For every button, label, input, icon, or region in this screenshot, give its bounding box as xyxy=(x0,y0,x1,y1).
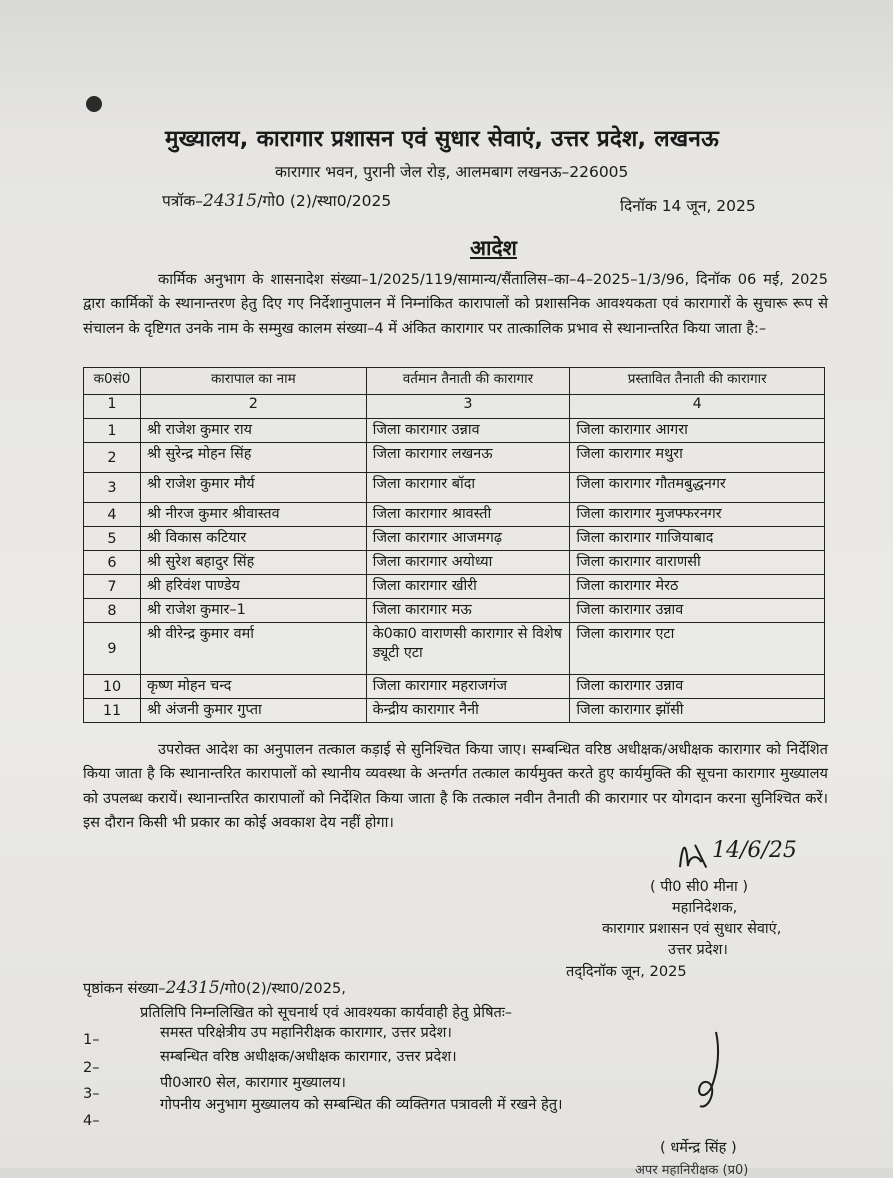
transfer-table xyxy=(83,367,825,723)
row-sn: 10 xyxy=(84,675,141,699)
row-current: जिला कारागार लखनऊ xyxy=(366,443,570,473)
table-row xyxy=(84,473,825,503)
row-proposed: जिला कारागार मुजफ्फरनगर xyxy=(570,503,825,527)
header-name: कारापाल का नाम xyxy=(140,368,366,395)
row-sn: 7 xyxy=(84,575,141,599)
signatory-designation-2: कारागार प्रशासन एवं सुधार सेवाएं, xyxy=(602,921,782,937)
row-name: श्री सुरेन्द्र मोहन सिंह xyxy=(140,443,366,473)
order-date: दिनॉक 14 जून, 2025 xyxy=(620,197,756,215)
row-proposed: जिला कारागार वाराणसी xyxy=(570,551,825,575)
table-row xyxy=(84,599,825,623)
row-sn: 4 xyxy=(84,503,141,527)
row-name: श्री नीरज कुमार श्रीवास्तव xyxy=(140,503,366,527)
colnum-1: 1 xyxy=(84,395,141,419)
copy-item-text: समस्त परिक्षेत्रीय उप महानिरीक्षक कारागार, उत्तर प्रदेश। xyxy=(160,1024,452,1041)
row-sn: 9 xyxy=(84,623,141,675)
order-paragraph-2: उपरोक्त आदेश का अनुपालन तत्काल कड़ाई से सुनिश्चित किया जाए। सम्बन्धित वरिष्ठ अधीक्षक/अधीक्षक कारागार को निर्देशित किया जाता है कि स्थानान्तरित कारापालों को स्थानीय व्यवस्था के अन्तर्गत तत्काल कार्यमुक्त करते हुए कार्यमुक्ति की सूचना कारागार मुख्यालय को उपलब्ध करायें। स्थानान्तरित कारापालों को निर्देशित किया जाता है कि तत्काल नवीन तैनाती की कारागार पर योगदान करना सुनिश्चित करें। इस दौरान किसी भी प्रकार का कोई अवकाश देय नहीं होगा। xyxy=(83,741,828,831)
punch-hole-mark xyxy=(86,96,102,112)
row-proposed: जिला कारागार उन्नाव xyxy=(570,675,825,699)
signature-mark-icon xyxy=(690,1030,730,1110)
second-signatory-name: ( धर्मेन्द्र सिंह ) xyxy=(660,1139,737,1156)
row-current: केन्द्रीय कारागार नैनी xyxy=(366,699,570,723)
ref-suffix: /गो0 (2)/स्था0/2025 xyxy=(257,192,392,210)
org-header: मुख्यालय, कारागार प्रशासन एवं सुधार सेवाएं, उत्तर प्रदेश, लखनऊ xyxy=(165,126,719,152)
row-current: जिला कारागार आजमगढ़ xyxy=(366,527,570,551)
ref-handwritten-number: 24315 xyxy=(203,191,258,211)
row-current: जिला कारागार अयोध्या xyxy=(366,551,570,575)
copy-heading: प्रतिलिपि निम्नलिखित को सूचनार्थ एवं आवश्यका कार्यवाही हेतु प्रेषितः– xyxy=(140,1004,513,1021)
ref-prefix: पत्रॉक– xyxy=(162,192,204,210)
table-row xyxy=(84,623,825,675)
colnum-3: 3 xyxy=(366,395,570,419)
table-row xyxy=(84,699,825,723)
row-current: जिला कारागार मऊ xyxy=(366,599,570,623)
copy-item-number: 1– xyxy=(83,1031,100,1048)
reference-number xyxy=(162,189,391,211)
order-paragraph-1: कार्मिक अनुभाग के शासनादेश संख्या–1/2025/119/सामान्य/सैंतालिस–का–4–2025–1/3/96, दिनॉक 06 मई, 2025 द्वारा कार्मिकों के स्थानान्तरण हेतु दिए गए निर्देशानुपालन में निम्नांकित कारापालों को प्रशासनिक आवश्यकता एवं कारागारों के सुचारू रूप से संचालन के दृष्टिगत उनके नाम के सम्मुख कालम संख्या–4 में अंकित कारागार पर तात्कालिक प्रभाव से स्थानान्तरित किया जाता है:– xyxy=(83,271,828,337)
header-proposed: प्रस्तावित तैनाती की कारागार xyxy=(570,368,825,395)
row-proposed: जिला कारागार गाजियाबाद xyxy=(570,527,825,551)
copy-item-number: 3– xyxy=(83,1085,100,1102)
table-header-row xyxy=(84,368,825,395)
endorsement-handwritten-number: 24315 xyxy=(165,978,220,998)
row-name: श्री हरिवंश पाण्डेय xyxy=(140,575,366,599)
copy-item-text: गोपनीय अनुभाग मुख्यालय को सम्बन्धित की व्यक्तिगत पत्रावली में रखने हेतु। xyxy=(160,1096,563,1113)
row-proposed: जिला कारागार मेरठ xyxy=(570,575,825,599)
row-sn: 2 xyxy=(84,443,141,473)
table-row xyxy=(84,419,825,443)
row-current: जिला कारागार खीरी xyxy=(366,575,570,599)
table-row xyxy=(84,527,825,551)
row-name: श्री राजेश कुमार–1 xyxy=(140,599,366,623)
row-name: श्री राजेश कुमार मौर्य xyxy=(140,473,366,503)
row-current: जिला कारागार बॉदा xyxy=(366,473,570,503)
colnum-4: 4 xyxy=(570,395,825,419)
row-name: कृष्ण मोहन चन्द xyxy=(140,675,366,699)
copy-item-number: 4– xyxy=(83,1112,100,1129)
row-current: के0का0 वाराणसी कारागार से विशेष ड्यूटी एटा xyxy=(366,623,570,675)
signature-handwritten-date: 14/6/25 xyxy=(712,838,797,863)
row-proposed: जिला कारागार आगरा xyxy=(570,419,825,443)
copy-item-text: पी0आर0 सेल, कारागार मुख्यालय। xyxy=(160,1074,346,1091)
row-sn: 8 xyxy=(84,599,141,623)
colnum-2: 2 xyxy=(140,395,366,419)
row-proposed: जिला कारागार एटा xyxy=(570,623,825,675)
row-name: श्री राजेश कुमार राय xyxy=(140,419,366,443)
row-proposed: जिला कारागार गौतमबुद्धनगर xyxy=(570,473,825,503)
row-sn: 11 xyxy=(84,699,141,723)
row-name: श्री विकास कटियार xyxy=(140,527,366,551)
second-signatory-designation: अपर महानिरीक्षक (प्र0) xyxy=(635,1163,749,1178)
signatory-designation-3: उत्तर प्रदेश। xyxy=(668,942,728,958)
row-name: श्री वीरेन्द्र कुमार वर्मा xyxy=(140,623,366,675)
row-current: जिला कारागार महराजगंज xyxy=(366,675,570,699)
row-current: जिला कारागार उन्नाव xyxy=(366,419,570,443)
table-row xyxy=(84,675,825,699)
endorsement-prefix: पृष्ठांकन संख्या– xyxy=(83,980,166,997)
header-sn: क0सं0 xyxy=(84,368,141,395)
row-sn: 3 xyxy=(84,473,141,503)
address-line: कारागार भवन, पुरानी जेल रोड़, आलमबाग लखनऊ–226005 xyxy=(275,163,629,181)
row-sn: 1 xyxy=(84,419,141,443)
document-title: आदेश xyxy=(470,236,517,260)
endorsement-suffix: /गो0(2)/स्था0/2025, xyxy=(219,980,346,997)
table-row xyxy=(84,575,825,599)
endorsement-date: तद्‌दिनॉक जून, 2025 xyxy=(566,963,687,980)
row-proposed: जिला कारागार उन्नाव xyxy=(570,599,825,623)
row-name: श्री सुरेश बहादुर सिंह xyxy=(140,551,366,575)
signatory-designation-1: महानिदेशक, xyxy=(672,900,738,916)
header-current: वर्तमान तैनाती की कारागार xyxy=(366,368,570,395)
table-row xyxy=(84,443,825,473)
row-sn: 5 xyxy=(84,527,141,551)
row-name: श्री अंजनी कुमार गुप्ता xyxy=(140,699,366,723)
row-sn: 6 xyxy=(84,551,141,575)
second-signature-scribble xyxy=(690,1030,730,1110)
copy-item-number: 2– xyxy=(83,1059,100,1076)
table-row xyxy=(84,551,825,575)
row-current: जिला कारागार श्रावस्ती xyxy=(366,503,570,527)
table-row xyxy=(84,503,825,527)
signature-mark-icon xyxy=(672,832,717,877)
signatory-name: ( पी0 सी0 मीना ) xyxy=(650,879,748,895)
endorsement-number xyxy=(83,978,346,998)
column-number-row xyxy=(84,395,825,419)
row-proposed: जिला कारागार झॉसी xyxy=(570,699,825,723)
row-proposed: जिला कारागार मथुरा xyxy=(570,443,825,473)
copy-item-text: सम्बन्धित वरिष्ठ अधीक्षक/अधीक्षक कारागार, उत्तर प्रदेश। xyxy=(160,1048,457,1065)
